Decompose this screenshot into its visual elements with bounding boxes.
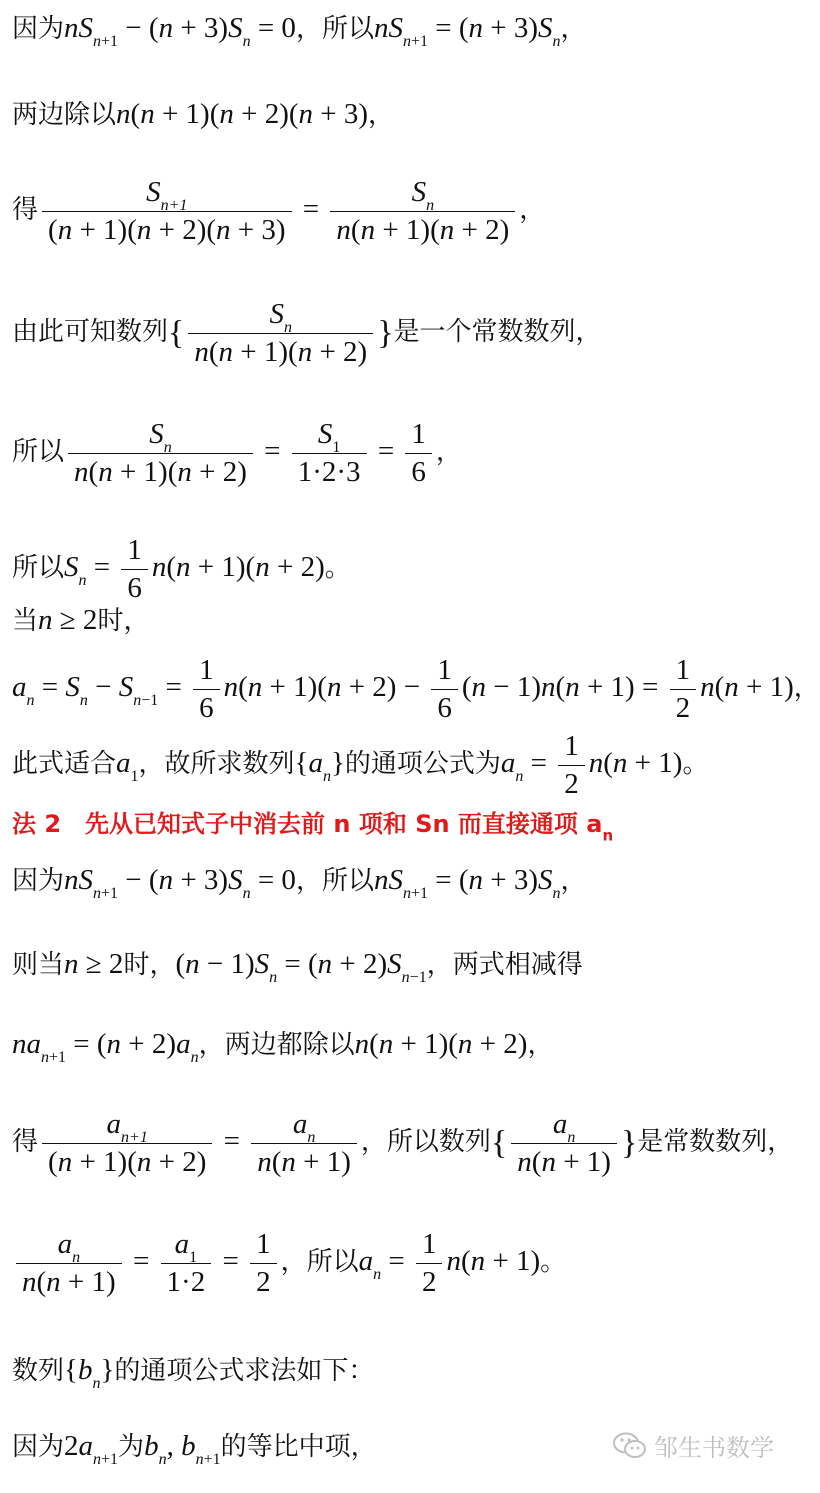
formula: $\frac{a_n}{n(n + 1)}$ = $\frac{a_1}{1\cdot 2}$ = $\frac{1}{2}$ [12, 1245, 281, 1277]
formula: $2a_{n+1}$ [64, 1430, 119, 1468]
text: 。 [682, 749, 709, 780]
text-line [12, 300, 602, 367]
formula: $nS_{n+1} - (n + 3)S_n = 0$ [64, 12, 296, 50]
text: 。 [324, 553, 351, 584]
text: ， [519, 195, 546, 226]
formula: n ≥ 2 [64, 948, 124, 980]
text: ， [560, 14, 587, 44]
formula: n(n + 1)(n + 2) [354, 1028, 528, 1060]
text: 得 [12, 1127, 39, 1158]
formula: { $\frac{S_n}{n(n + 1)(n + 2)}$ } [168, 298, 394, 368]
text: 是常数数列， [637, 1127, 794, 1158]
text-line [12, 420, 462, 487]
text: 的等比中项， [220, 1432, 377, 1462]
formula: n ≥ 2 [38, 604, 98, 636]
text: 时， [123, 950, 176, 980]
formula: $\frac{a_{n+1}}{(n + 1)(n + 2)}$ = $\frac{a_n}{n(n + 1)}$ [38, 1125, 361, 1157]
text-line [12, 1028, 554, 1066]
text: ， [368, 100, 395, 130]
text: 为 [118, 1432, 145, 1462]
formula: $a_n = S_n - S_{n-1}$ = $\frac{1}{6}$ n(n + 1)(n + 2) − $\frac{1}{6}$ (n − 1)n(n + 1) = $\frac{1}{2}$ n(n + 1) [12, 654, 794, 724]
watermark [612, 1428, 774, 1463]
text: 由此可知数列 [12, 317, 169, 348]
formula: $\frac{S_{n+1}}{(n + 1)(n + 2)(n + 3)}$ = $\frac{S_n}{n(n + 1)(n + 2)}$ [38, 193, 519, 225]
text: ，所以 [295, 14, 374, 44]
text: 的通项公式求法如下： [114, 1356, 375, 1386]
text-line [12, 178, 545, 245]
text: ，所以 [280, 1247, 359, 1278]
text: ，所以 [295, 866, 374, 896]
text: ，所以数列 [360, 1127, 491, 1158]
text: 时， [97, 606, 150, 636]
text: 因为 [12, 1432, 65, 1462]
text: 所以 [12, 553, 65, 584]
wechat-icon [612, 1431, 648, 1461]
formula: n(n + 1)(n + 2)(n + 3) [116, 98, 369, 130]
text-line [12, 732, 708, 799]
text: 。 [540, 1247, 567, 1278]
formula: $\frac{S_n}{n(n + 1)(n + 2)}$ = $\frac{S_1}{1\cdot 2\cdot 3}$ = $\frac{1}{6}$ [64, 435, 436, 467]
text: 因为 [12, 14, 65, 44]
text: 的通项公式为 [344, 749, 501, 780]
text: 是一个常数数列， [393, 317, 602, 348]
section-header [12, 810, 614, 845]
text: ， [560, 866, 587, 896]
formula: $na_{n+1} = (n + 2)a_n$ [12, 1028, 199, 1066]
text: ， [435, 437, 462, 468]
formula: $\{a_n\}$ [294, 747, 345, 785]
text: 则当 [12, 950, 65, 980]
text-line [12, 1110, 793, 1177]
text: ，两式相减得 [426, 950, 583, 980]
text: 所以 [12, 437, 65, 468]
watermark-text: 邹生书数学 [654, 1434, 774, 1462]
section-header-sub: n [602, 826, 614, 845]
text: 此式适合 [12, 749, 117, 780]
text: 两边除以 [12, 100, 117, 130]
text: ， [527, 1030, 554, 1060]
text-line [12, 606, 149, 635]
formula: $a_n$ = $\frac{1}{2}$ n(n + 1) [358, 1228, 541, 1298]
text: 数列 [12, 1356, 65, 1386]
text: ， [793, 673, 820, 704]
formula: $nS_{n+1} = (n + 3)S_n$ [373, 864, 561, 902]
text-line [12, 536, 351, 603]
formula: $nS_{n+1} = (n + 3)S_n$ [373, 12, 561, 50]
text-line [12, 656, 820, 723]
formula: $a_n$ = $\frac{1}{2}$ n(n + 1) [500, 730, 683, 800]
formula: $nS_{n+1} - (n + 3)S_n = 0$ [64, 864, 296, 902]
formula: { $\frac{a_n}{n(n + 1)}$ } [490, 1108, 638, 1178]
text-line [12, 100, 394, 129]
text: 得 [12, 195, 39, 226]
formula: $\{b_n\}$ [64, 1354, 115, 1392]
text-line [12, 12, 587, 50]
formula: $a_1$ [116, 747, 139, 785]
formula: $(n - 1)S_n = (n + 2)S_{n-1}$ [175, 948, 427, 986]
text-line [12, 948, 583, 986]
text-line [12, 1230, 566, 1297]
formula: $b_n$, $b_{n+1}$ [144, 1430, 221, 1468]
text-line [12, 1430, 377, 1468]
section-header-text: 法 2 先从已知式子中消去前 n 项和 Sn 而直接通项 a [12, 810, 603, 838]
text: 当 [12, 606, 39, 636]
text: ，两边都除以 [198, 1030, 355, 1060]
formula: $S_n$ = $\frac{1}{6}$ n(n + 1)(n + 2) [64, 534, 325, 604]
text: ，故所求数列 [138, 749, 295, 780]
text: 因为 [12, 866, 65, 896]
text-line [12, 1354, 375, 1392]
text-line [12, 864, 587, 902]
